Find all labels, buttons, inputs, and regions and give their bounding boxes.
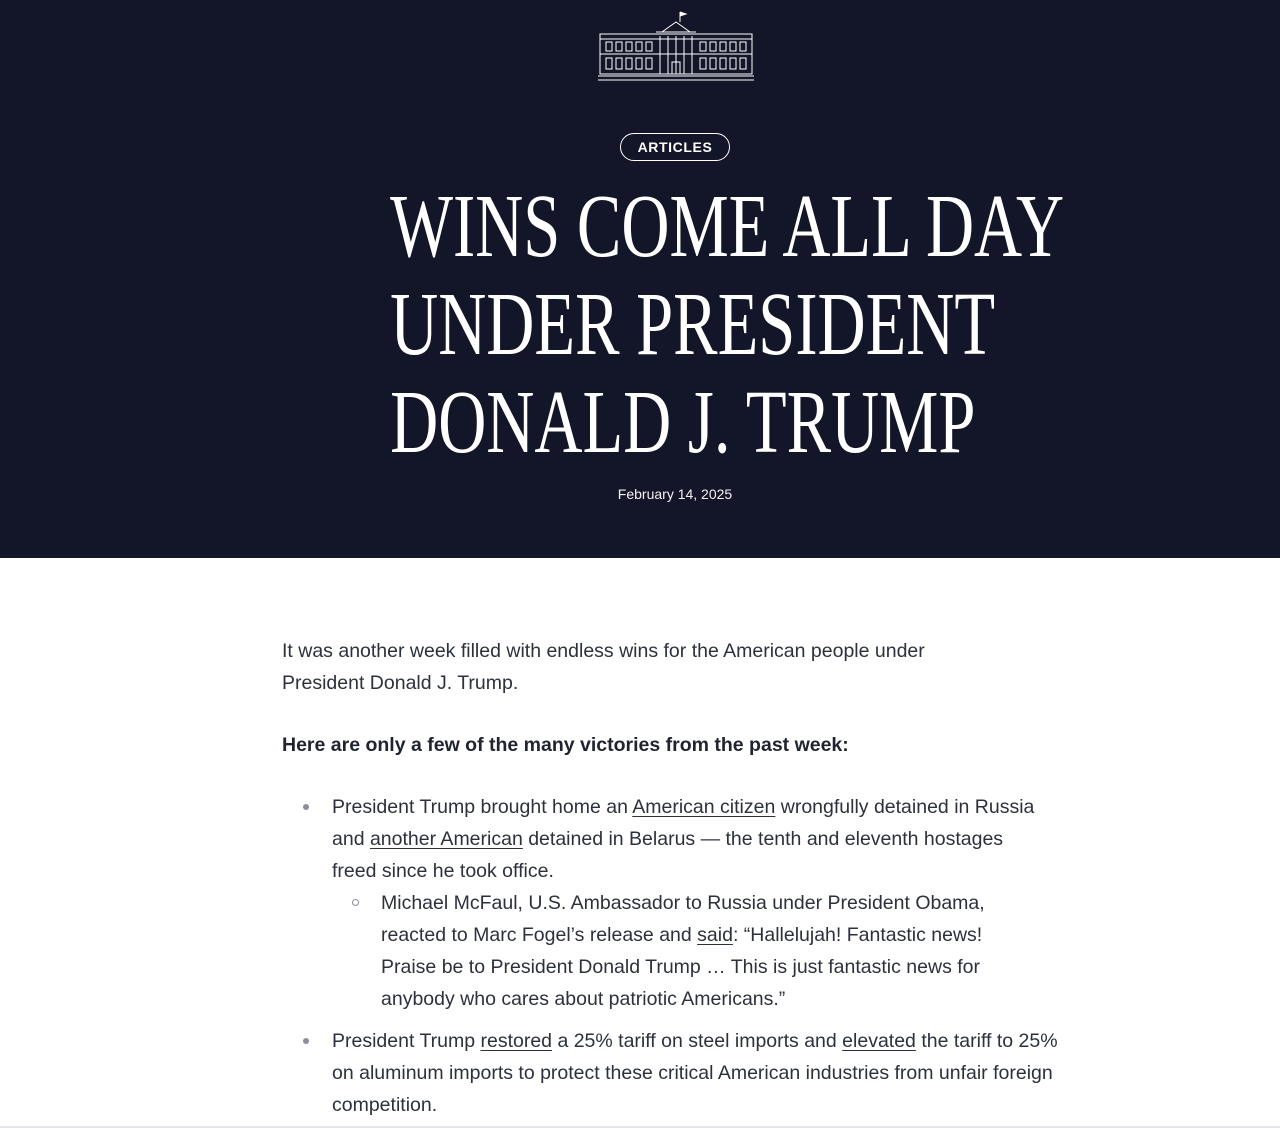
page-title	[290, 177, 1065, 472]
article-body	[282, 635, 1082, 1131]
sub-list	[332, 887, 1042, 1015]
list-item	[332, 791, 1042, 1015]
white-house-icon[interactable]	[598, 8, 754, 82]
intro-paragraph: It was another week filled with endless wins for the American people under President Donald J. Trump.	[282, 640, 925, 694]
said-link[interactable]: said	[697, 924, 733, 946]
list-item-text: President Trump brought home an	[332, 796, 633, 818]
list-item-text: President Trump	[332, 1030, 481, 1052]
restored-link[interactable]: restored	[480, 1030, 553, 1052]
title-line: DONALD J. TRUMP	[390, 373, 976, 472]
sub-list-item-text: Michael McFaul, U.S. Ambassador to Russia under President Obama, reacted to Marc Fogel’s release and	[381, 892, 985, 946]
list-item-text: detained in Belarus — the tenth and eleventh hostages freed since he took office.	[332, 828, 1004, 882]
victories-list	[282, 791, 1082, 1121]
publish-date: February 14, 2025	[617, 486, 733, 502]
list-item-text: a 25% tariff on steel imports and	[552, 1030, 843, 1052]
title-line: WINS COME ALL DAY	[390, 177, 1065, 276]
list-item-text: the tariff to 25% on aluminum imports to protect these critical American industries from unfair foreign competition.	[332, 1030, 1058, 1116]
list-item-text: wrongfully detained in Russia and	[332, 796, 1035, 850]
category-badge[interactable]: ARTICLES	[620, 133, 730, 161]
title-line: UNDER PRESIDENT	[390, 275, 996, 374]
american-citizen-link[interactable]: American citizen	[632, 796, 776, 818]
sub-list-item	[381, 887, 1031, 1015]
sub-list-item-text: : “Hallelujah! Fantastic news! Praise be to President Donald Trump … This is just fantastic news for anybody who cares about patriotic Americans.”	[381, 924, 983, 1010]
article-hero	[0, 0, 1280, 558]
another-american-link[interactable]: another American	[369, 828, 523, 850]
elevated-link[interactable]: elevated	[842, 1030, 916, 1052]
lead-paragraph: Here are only a few of the many victories from the past week:	[282, 734, 849, 756]
list-item	[332, 1025, 1082, 1121]
